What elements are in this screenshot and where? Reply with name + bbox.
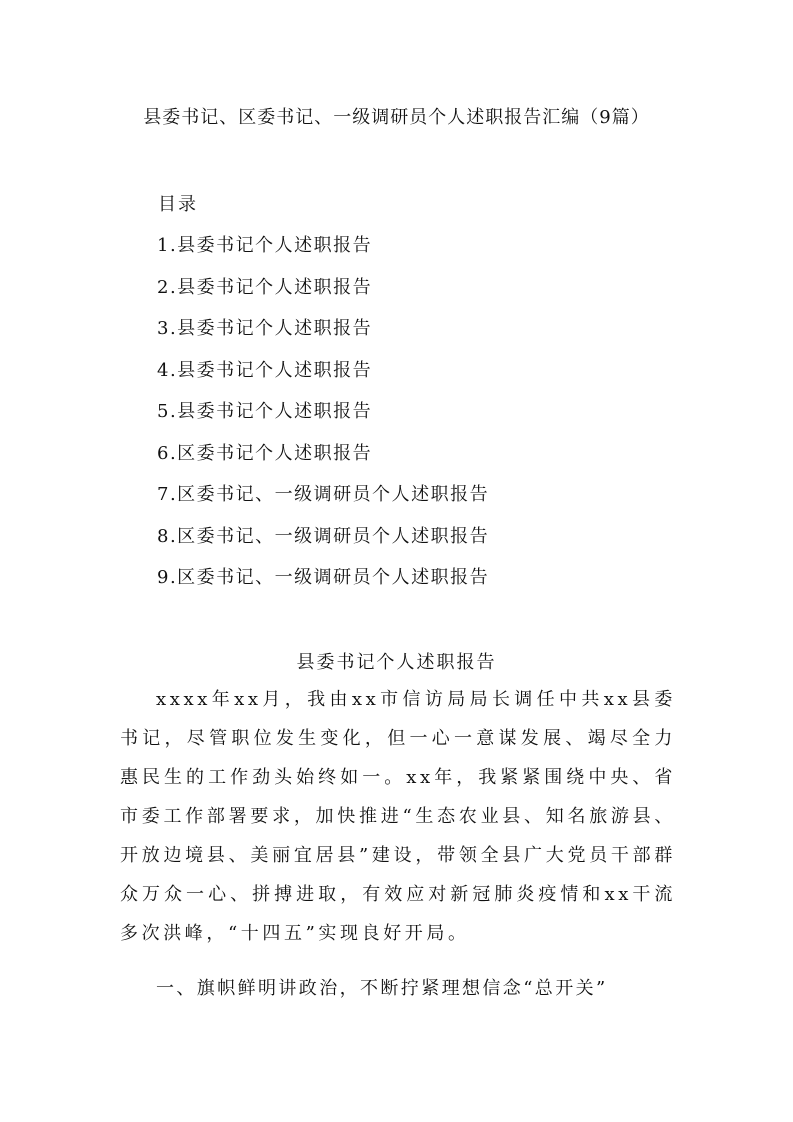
toc-item-9: 9.区委书记、一级调研员个人述职报告 — [157, 567, 490, 588]
toc-heading: 目录 — [158, 194, 198, 215]
section-title: 县委书记个人述职报告 — [296, 652, 497, 673]
document-title: 县委书记、区委书记、一级调研员个人述职报告汇编（9篇） — [143, 107, 650, 128]
toc-item-2: 2.县委书记个人述职报告 — [157, 276, 373, 298]
toc-item-6: 6.区委书记个人述职报告 — [157, 442, 373, 464]
toc-item-7: 7.区委书记、一级调研员个人述职报告 — [157, 484, 490, 505]
toc-item-5: 5.县委书记个人述职报告 — [157, 401, 373, 422]
toc-item-8: 8.区委书记、一级调研员个人述职报告 — [157, 525, 490, 547]
toc-item-4: 4.县委书记个人述职报告 — [157, 359, 373, 381]
section-subheading: 一、旗帜鲜明讲政治，不断拧紧理想信念“总开关” — [156, 978, 608, 999]
toc-item-1: 1.县委书记个人述职报告 — [157, 235, 373, 256]
body-paragraph: xxxx年xx月，我由xx市信访局局长调任中共xx县委书记，尽管职位发生变化，但一心一意谋发展、竭尽全力惠民生的工作劲头始终如一。xx年，我紧紧围绕中央、省市委工作部署要求，加快推进“生态农业县、知名旅游县、开放边境县、美丽宜居县”建设，带领全县广大党员干部群众万众一心、拼搏进取，有效应对新冠肺炎疫情和xx干流多次洪峰，“十四五”实现良好开局。 — [120, 689, 676, 944]
toc-item-3: 3.县委书记个人述职报告 — [157, 318, 373, 339]
table-of-contents — [157, 231, 489, 605]
